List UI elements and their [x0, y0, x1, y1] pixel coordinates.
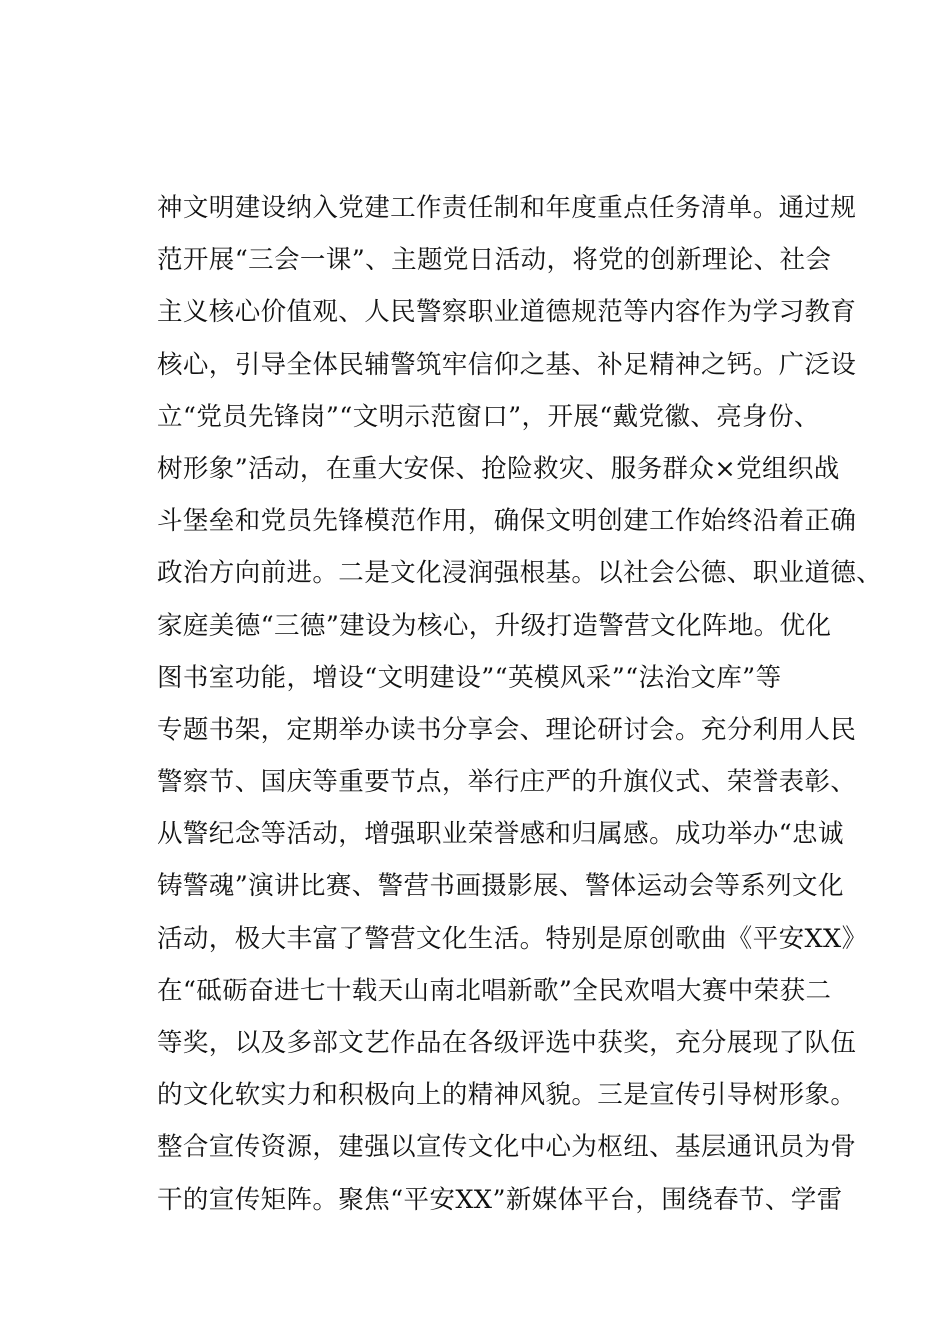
text-line: 斗堡垒和党员先锋模范作用，确保文明创建工作始终沿着正确 [157, 506, 857, 537]
text-line: 警察节、国庆等重要节点，举行庄严的升旗仪式、荣誉表彰、 [157, 767, 857, 798]
text-line: 图书室功能，增设“文明建设”“英模风采”“法治文库”等 [157, 662, 782, 693]
text-line: 干的宣传矩阵。聚焦“平安XX”新媒体平台，围绕春节、学雷 [157, 1184, 843, 1215]
text-line: 范开展“三会一课”、主题党日活动，将党的创新理论、社会 [157, 245, 832, 276]
text-line: 神文明建设纳入党建工作责任制和年度重点任务清单。通过规 [157, 193, 857, 223]
text-line: 从警纪念等活动，增强职业荣誉感和归属感。成功举办“忠诚 [157, 819, 844, 850]
text-line: 的文化软实力和积极向上的精神风貌。三是宣传引导树形象。 [157, 1080, 857, 1111]
text-line: 在“砥砺奋进七十载天山南北唱新歌”全民欢唱大赛中荣获二 [157, 975, 832, 1006]
text-line: 整合宣传资源，建强以宣传文化中心为枢纽、基层通讯员为骨 [157, 1132, 857, 1163]
text-line: 主义核心价值观、人民警察职业道德规范等内容作为学习教育 [157, 297, 857, 328]
text-line: 铸警魂”演讲比赛、警营书画摄影展、警体运动会等系列文化 [157, 871, 844, 902]
text-line: 核心，引导全体民辅警筑牢信仰之基、补足精神之钙。广泛设 [157, 349, 857, 380]
text-line: 家庭美德“三德”建设为核心，升级打造警营文化阵地。优化 [157, 610, 832, 641]
text-line: 立“党员先锋岗”“文明示范窗口”，开展“戴党徽、亮身份、 [157, 401, 820, 432]
text-line: 活动，极大丰富了警营文化生活。特别是原创歌曲《平安XX》 [157, 923, 868, 954]
text-line: 等奖，以及多部文艺作品在各级评选中获奖，充分展现了队伍 [157, 1028, 857, 1058]
text-line: 政治方向前进。二是文化浸润强根基。以社会公德、职业道德、 [157, 558, 883, 589]
body-paragraph [157, 182, 883, 1226]
text-line: 专题书架，定期举办读书分享会、理论研讨会。充分利用人民 [157, 714, 857, 745]
text-line: 树形象”活动，在重大安保、抢险救灾、服务群众×党组织战 [157, 453, 840, 484]
